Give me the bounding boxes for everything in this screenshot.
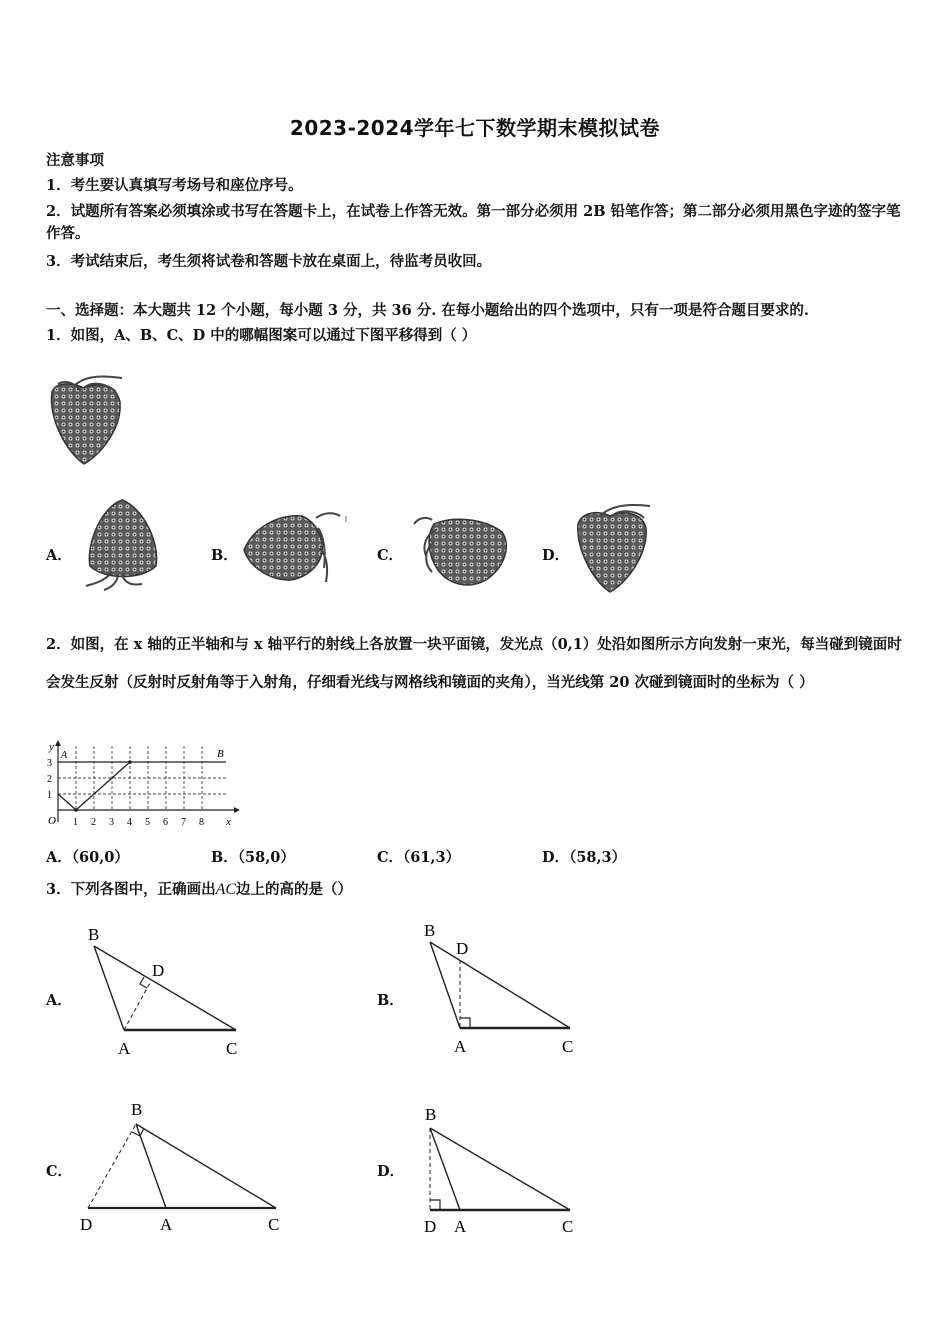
q2-option-b[interactable]: B．（58,0） — [211, 849, 295, 866]
q2-origin-label: O — [48, 815, 56, 827]
q3a-point-b: B — [88, 925, 100, 944]
q2-point-a-label: A — [61, 750, 68, 761]
q3b-point-c: C — [562, 1037, 574, 1056]
q3c-point-a: A — [160, 1215, 173, 1234]
page-title: 2023-2024学年七下数学期末模拟试卷 — [289, 116, 661, 140]
q3b-point-b: B — [424, 921, 436, 940]
q3-option-a-label: A． — [46, 992, 72, 1009]
q3-option-c-label: C． — [46, 1163, 73, 1180]
q2-x-tick: 1 — [73, 817, 78, 828]
q1-option-c-strawberry[interactable] — [412, 512, 512, 594]
notice-item: 3．考试结束后，考生须将试卷和答题卡放在桌面上，待监考员收回。 — [46, 253, 492, 270]
q3-option-c-triangle[interactable] — [76, 1096, 288, 1238]
q3a-point-d: D — [152, 961, 165, 980]
q2-x-tick: 5 — [145, 817, 150, 828]
q3b-point-a: A — [454, 1037, 467, 1056]
q2-mirror-grid-figure — [44, 738, 244, 832]
q3-option-b-label: B． — [377, 992, 404, 1009]
q1-option-a-strawberry[interactable] — [82, 496, 164, 591]
q2-option-a[interactable]: A．（60,0） — [46, 849, 129, 866]
strawberry-figure — [46, 372, 126, 470]
q1-option-a-label: A． — [46, 547, 72, 564]
q2-point-b-label: B — [217, 748, 224, 760]
q2-x-tick: 2 — [91, 817, 96, 828]
q2-x-tick: 4 — [127, 817, 132, 828]
q2-x-label: x — [226, 816, 231, 828]
q1-option-c-label: C． — [377, 547, 404, 564]
q2-x-tick: 7 — [181, 817, 186, 828]
q3d-point-d: D — [424, 1217, 437, 1236]
notice-item: 2．试题所有答案必须填涂或书写在答题卡上，在试卷上作答无效。第一部分必须用 2B 铅笔作答；第二部分必须用黑色字迹的签字笔作答。 — [46, 203, 901, 242]
q2-y-tick: 2 — [47, 774, 52, 785]
q3-option-d-label: D． — [377, 1163, 405, 1180]
q3c-point-b: B — [131, 1100, 143, 1119]
q3d-point-b: B — [425, 1105, 437, 1124]
question-2-stem: 2．如图，在 x 轴的正半轴和与 x 轴平行的射线上各放置一块平面镜，发光点（0,1）处沿如图所示方向发射一束光，每当碰到镜面时会发生反射（反射时反射角等于入射角，仔细看光线与网格线和镜面的夹角），当光线第 20 次碰到镜面时的坐标为（ ） — [46, 636, 902, 691]
question-1-stem: 1．如图，A、B、C、D 中的哪幅图案可以通过下图平移得到（ ） — [46, 327, 477, 344]
q3c-point-c: C — [268, 1215, 280, 1234]
q1-option-b-strawberry[interactable] — [240, 508, 352, 586]
q3d-point-a: A — [454, 1217, 467, 1236]
q3c-point-d: D — [80, 1215, 93, 1234]
q3a-point-a: A — [118, 1039, 131, 1058]
question-3-stem: 3．下列各图中，正确画出AC边上的高的是（） — [46, 881, 353, 898]
notice-item: 1．考生要认真填写考场号和座位序号。 — [46, 177, 303, 194]
q2-option-d[interactable]: D．（58,3） — [542, 849, 627, 866]
q3-option-d-triangle[interactable] — [414, 1098, 584, 1240]
q2-x-tick: 3 — [109, 817, 114, 828]
section-heading: 一、选择题：本大题共 12 个小题，每小题 3 分，共 36 分. 在每小题给出的四个选项中，只有一项是符合题目要求的. — [46, 302, 809, 319]
q2-y-tick: 1 — [47, 790, 52, 801]
q3d-point-c: C — [562, 1217, 574, 1236]
notice-heading: 注意事项 — [46, 152, 104, 169]
q1-option-d-strawberry[interactable] — [574, 502, 656, 596]
q3-option-a-triangle[interactable] — [80, 918, 250, 1060]
q2-y-label: y — [49, 741, 54, 753]
q2-option-c[interactable]: C．（61,3） — [377, 849, 461, 866]
q3b-point-d: D — [456, 939, 469, 958]
q2-x-tick: 8 — [199, 817, 204, 828]
q2-x-tick: 6 — [163, 817, 168, 828]
q2-y-tick: 3 — [47, 758, 52, 769]
q3-option-b-triangle[interactable] — [414, 916, 584, 1060]
q1-option-d-label: D． — [542, 547, 570, 564]
q3a-point-c: C — [226, 1039, 238, 1058]
q1-option-b-label: B． — [211, 547, 238, 564]
